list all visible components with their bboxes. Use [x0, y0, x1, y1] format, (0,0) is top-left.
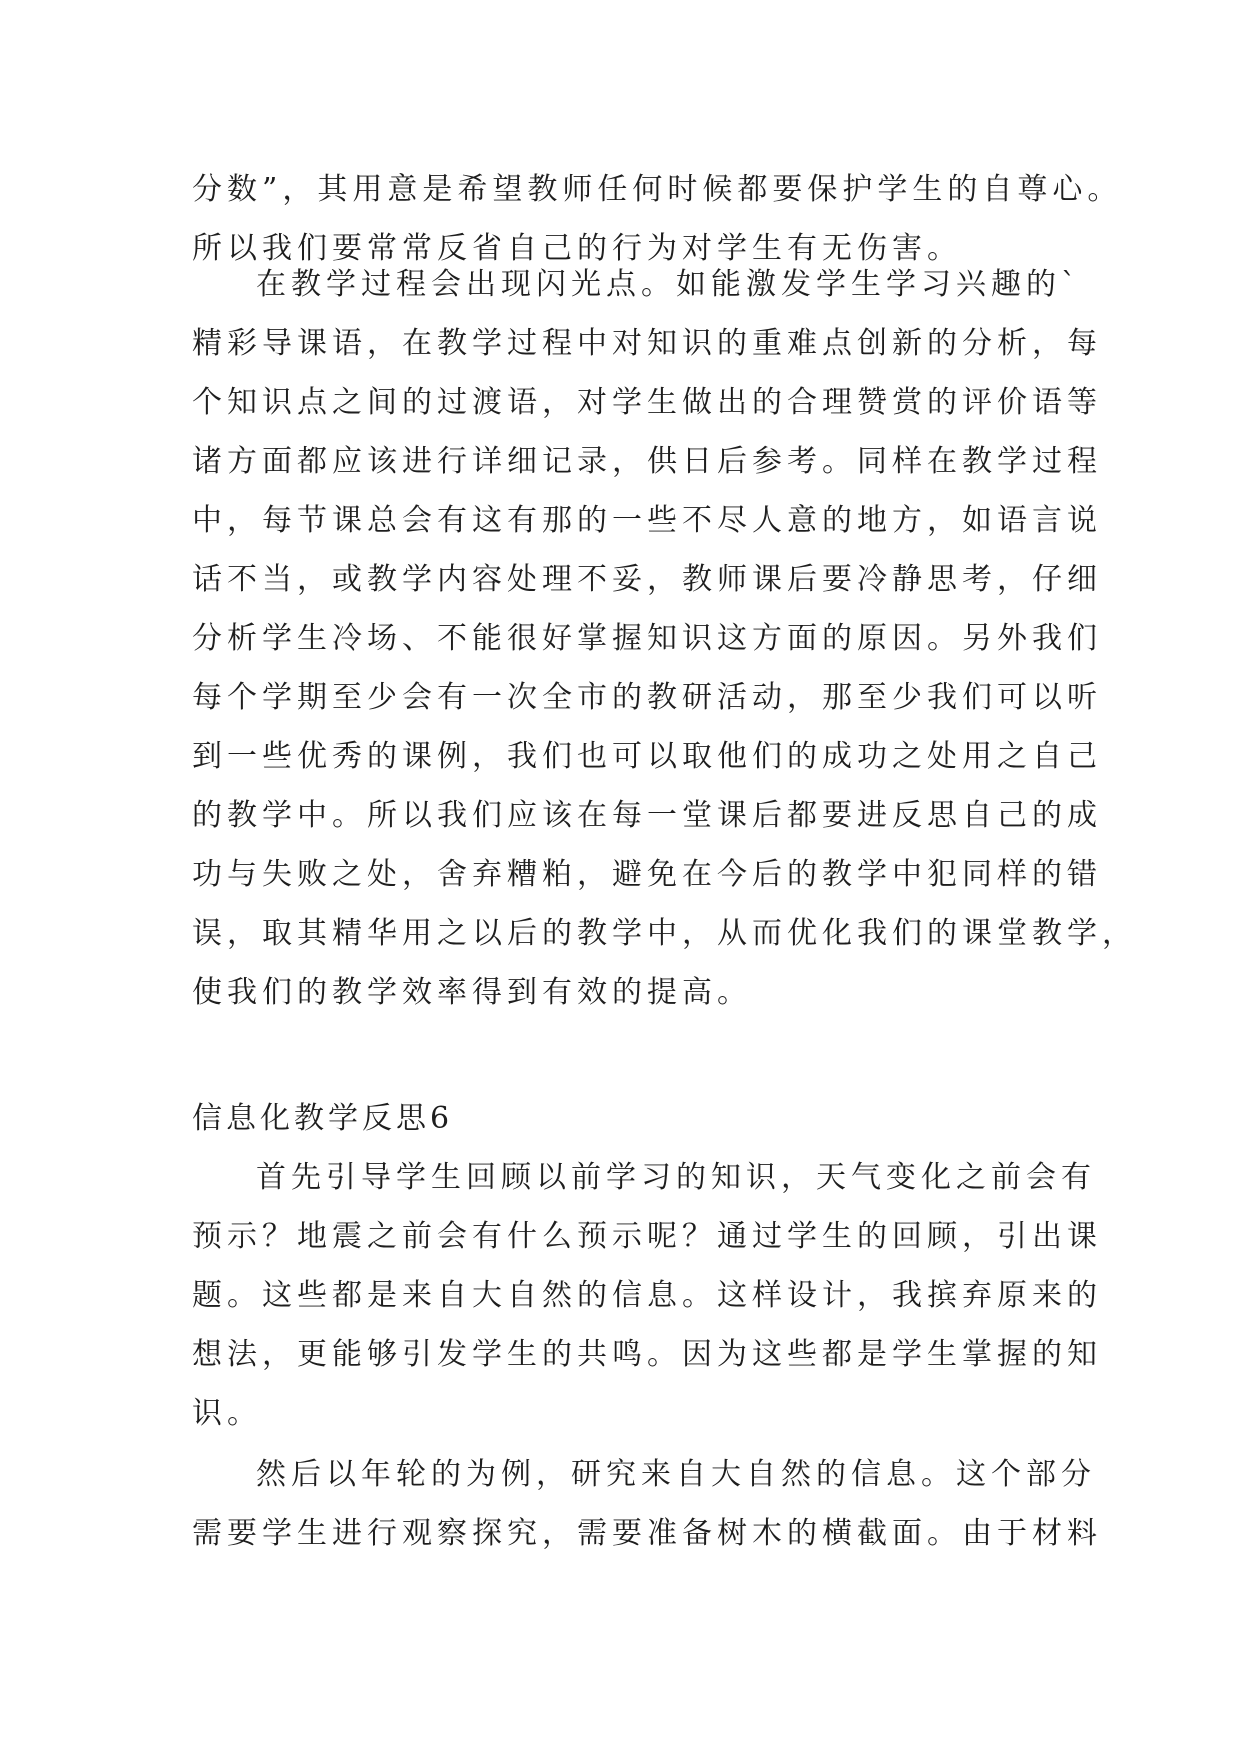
- text-line: 话不当，或教学内容处理不妥，教师课后要冷静思考，仔细: [192, 562, 1102, 597]
- text-line: 所以我们要常常反省自己的行为对学生有无伤害。: [192, 231, 962, 266]
- text-line: 个知识点之间的过渡语，对学生做出的合理赞赏的评价语等: [192, 385, 1102, 420]
- text-line: 的教学中。所以我们应该在每一堂课后都要进反思自己的成: [192, 798, 1102, 833]
- text-line: 需要学生进行观察探究，需要准备树木的横截面。由于材料: [192, 1516, 1102, 1551]
- paragraph-tree-rings: [192, 1445, 1102, 1563]
- text-line: 识。: [192, 1396, 262, 1431]
- text-line: 每个学期至少会有一次全市的教研活动，那至少我们可以听: [192, 680, 1102, 715]
- text-line: 然后以年轮的为例，研究来自大自然的信息。这个部分: [256, 1457, 1096, 1492]
- text-line: 分析学生冷场、不能很好掌握知识这方面的原因。另外我们: [192, 621, 1102, 656]
- text-line: 诸方面都应该进行详细记录，供日后参考。同样在教学过程: [192, 444, 1102, 479]
- text-line: 首先引导学生回顾以前学习的知识，天气变化之前会有: [256, 1160, 1096, 1195]
- text-line: 到一些优秀的课例，我们也可以取他们的成功之处用之自己: [192, 739, 1102, 774]
- text-line: 误，取其精华用之以后的教学中，从而优化我们的课堂教学，: [192, 916, 1137, 951]
- text-line: 使我们的教学效率得到有效的提高。: [192, 975, 752, 1010]
- text-line: 预示？地震之前会有什么预示呢？通过学生的回顾，引出课: [192, 1219, 1102, 1254]
- text-line: 功与失败之处，舍弃糟粕，避免在今后的教学中犯同样的错: [192, 857, 1102, 892]
- paragraph-intro: [192, 1148, 1102, 1443]
- text-line: 题。这些都是来自大自然的信息。这样设计，我摈弃原来的: [192, 1278, 1102, 1313]
- text-line: 精彩导课语，在教学过程中对知识的重难点创新的分析，每: [192, 326, 1102, 361]
- text-line: 想法，更能够引发学生的共鸣。因为这些都是学生掌握的知: [192, 1337, 1102, 1372]
- paragraph-reflection: [192, 255, 1137, 1022]
- text-line: 分数”，其用意是希望教师任何时候都要保护学生的自尊心。: [192, 172, 1123, 207]
- section-heading: 信息化教学反思6: [192, 1101, 454, 1136]
- text-line: 在教学过程会出现闪光点。如能激发学生学习兴趣的`: [256, 267, 1081, 302]
- text-line: 中，每节课总会有这有那的一些不尽人意的地方，如语言说: [192, 503, 1102, 538]
